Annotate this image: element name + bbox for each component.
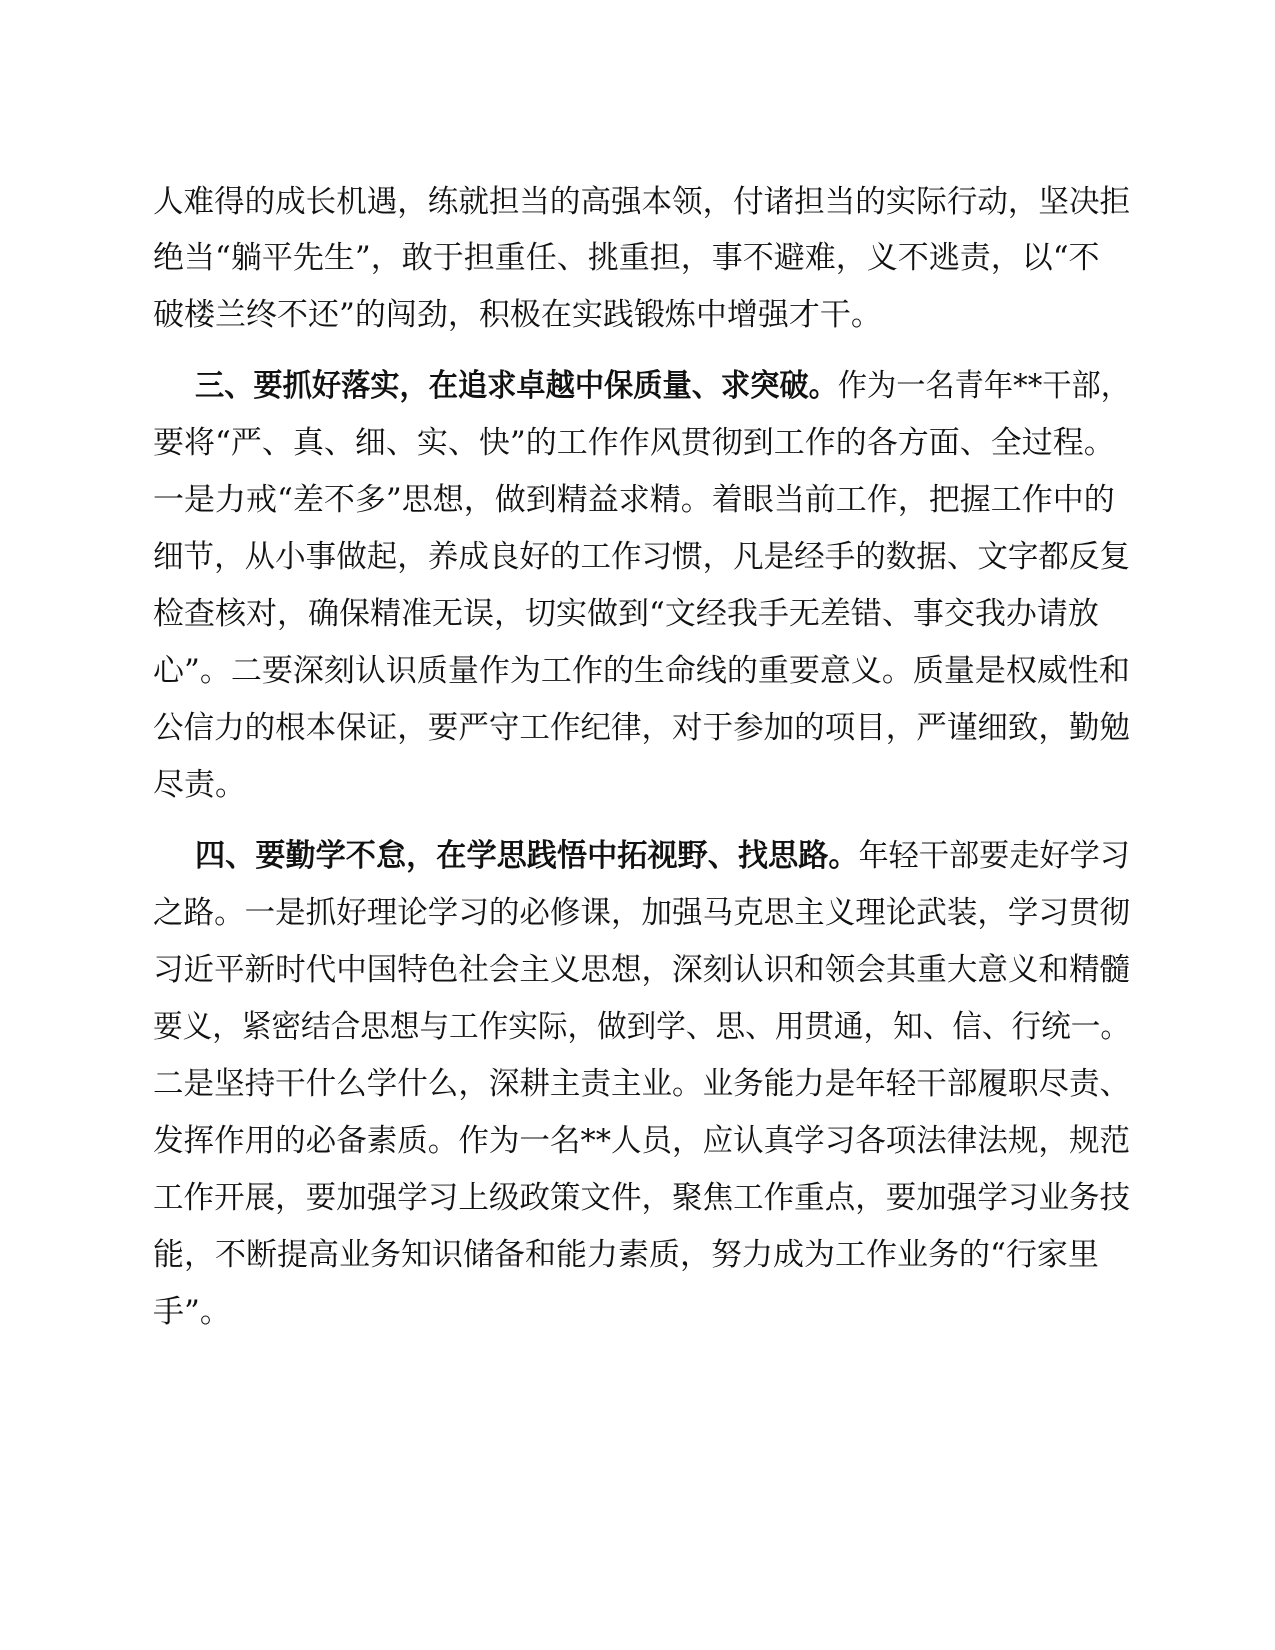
section-four-heading: 四、要勤学不怠，在学思践悟中拓视野、找思路。 <box>195 838 859 874</box>
text-line: 习近平新时代中国特色社会主义思想，深刻认识和领会其重大意义和精髓 <box>153 952 1131 988</box>
text-line: 要义，紧密结合思想与工作实际，做到学、思、用贯通，知、信、行统一。 <box>153 1009 1130 1045</box>
text-line: 破楼兰终不还”的闯劲，积极在实践锻炼中增强才干。 <box>153 297 882 333</box>
text-line: 发挥作用的必备素质。作为一名**人员，应认真学习各项法律法规，规范 <box>153 1123 1131 1159</box>
text-line: 手”。 <box>153 1294 231 1330</box>
text-line: 检查核对，确保精准无误，切实做到“文经我手无差错、事交我办请放 <box>153 596 1099 632</box>
section-four-first-line <box>195 836 1130 876</box>
text-line: 细节，从小事做起，养成良好的工作习惯，凡是经手的数据、文字都反复 <box>153 539 1131 575</box>
text-line: 能，不断提高业务知识储备和能力素质，努力成为工作业务的“行家里 <box>153 1237 1099 1273</box>
text-line: 工作开展，要加强学习上级政策文件，聚焦工作重点，要加强学习业务技 <box>153 1180 1131 1216</box>
text-line: 二是坚持干什么学什么，深耕主责主业。业务能力是年轻干部履职尽责、 <box>153 1066 1131 1102</box>
text-line: 尽责。 <box>153 767 246 803</box>
section-three-first-line-rest: 作为一名青年**干部， <box>837 368 1130 404</box>
text-line: 人难得的成长机遇，练就担当的高强本领，付诸担当的实际行动，坚决拒 <box>153 184 1131 220</box>
section-four-first-line-rest: 年轻干部要走好学习 <box>858 838 1130 874</box>
text-line: 绝当“躺平先生”，敢于担重任、挑重担，事不避难，义不逃责，以“不 <box>153 240 1100 276</box>
text-line: 公信力的根本保证，要严守工作纪律，对于参加的项目，严谨细致，勤勉 <box>153 710 1131 746</box>
section-three-heading: 三、要抓好落实，在追求卓越中保质量、求突破。 <box>195 368 838 404</box>
section-three-first-line <box>195 366 1130 406</box>
text-line: 要将“严、真、细、实、快”的工作作风贯彻到工作的各方面、全过程。 <box>153 425 1115 461</box>
text-line: 心”。二要深刻认识质量作为工作的生命线的重要意义。质量是权威性和 <box>153 653 1130 689</box>
text-line: 一是力戒“差不多”思想，做到精益求精。着眼当前工作，把握工作中的 <box>153 482 1115 518</box>
text-line: 之路。一是抓好理论学习的必修课，加强马克思主义理论武装，学习贯彻 <box>153 895 1131 931</box>
